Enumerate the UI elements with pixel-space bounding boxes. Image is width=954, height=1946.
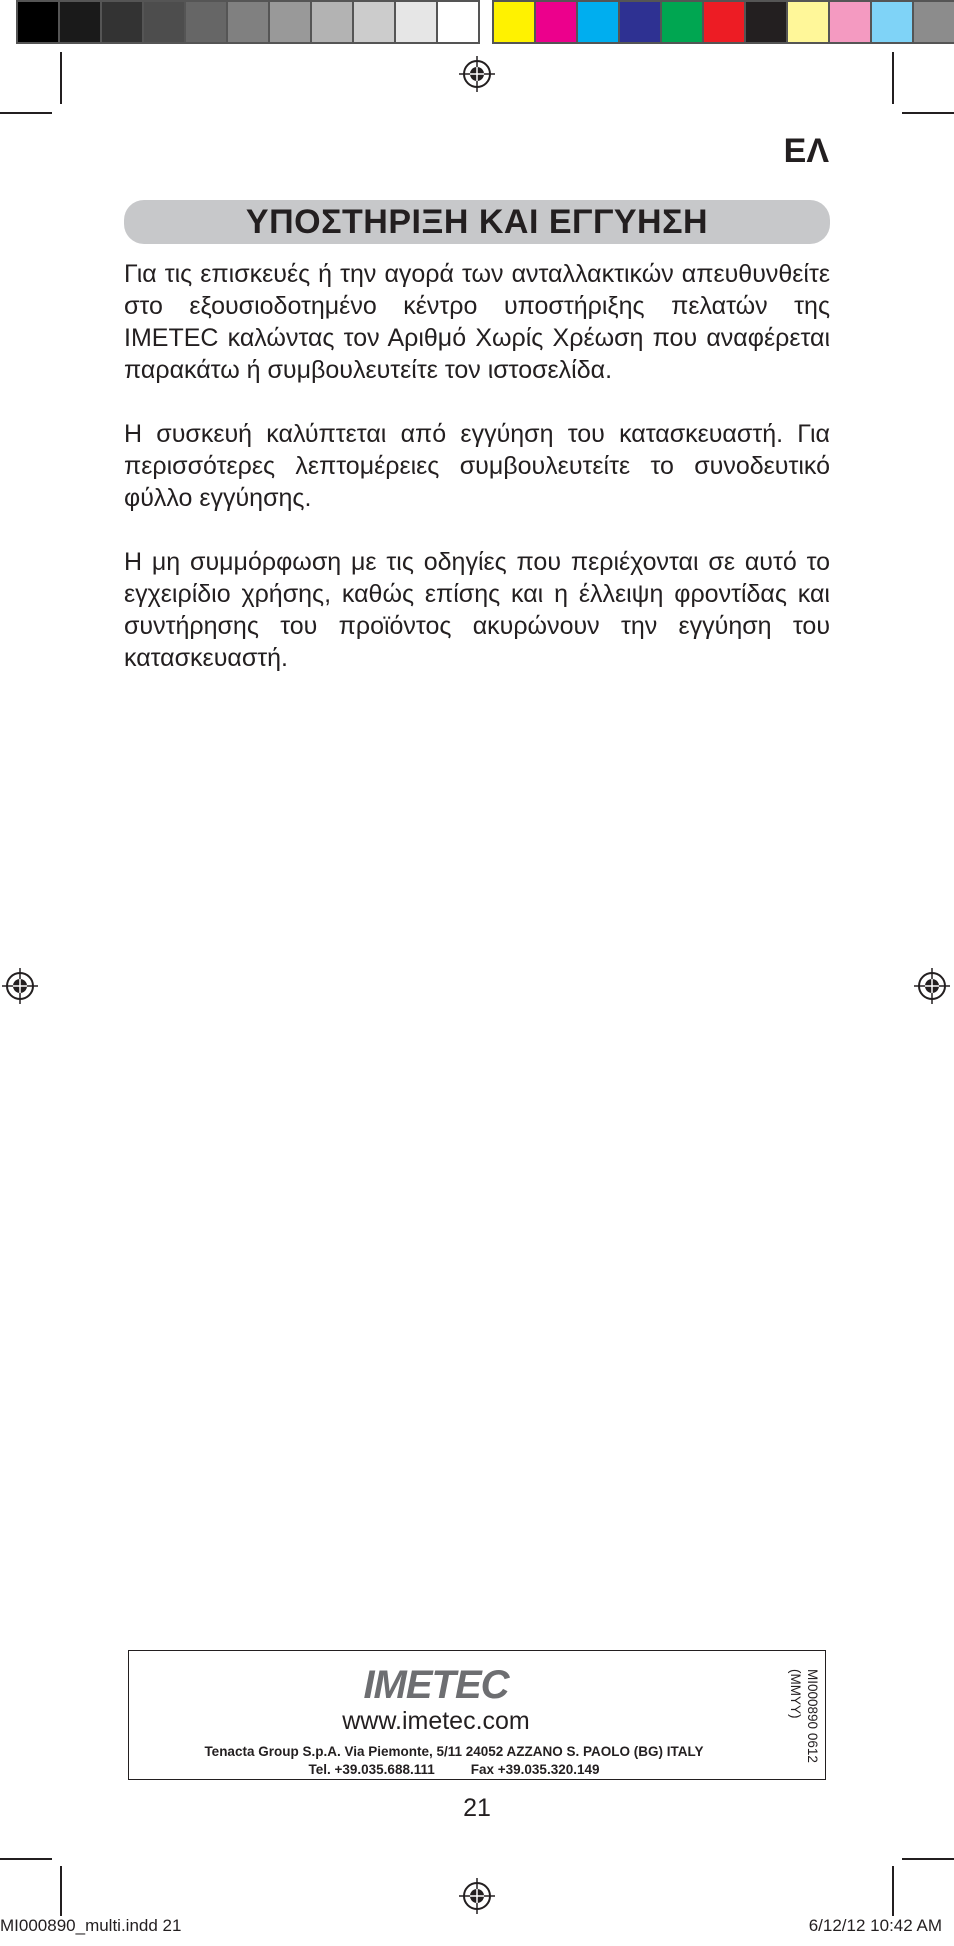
color-swatch: [492, 0, 536, 44]
color-swatch: [914, 0, 954, 44]
crop-mark: [60, 52, 62, 104]
page-number: 21: [463, 1794, 491, 1822]
color-swatch: [620, 0, 662, 44]
color-swatch: [270, 0, 312, 44]
crop-mark: [0, 112, 52, 114]
color-swatch: [746, 0, 788, 44]
imetec-logo: IMETEC: [363, 1663, 509, 1707]
color-swatch: [60, 0, 102, 44]
color-swatch: [438, 0, 480, 44]
section-title: ΥΠΟΣΤΗΡΙΞΗ ΚΑΙ ΕΓΓΥΗΣΗ: [124, 200, 830, 244]
address-line: Tenacta Group S.p.A. Via Piemonte, 5/11 24052 AZZANO S. PAOLO (BG) ITALY: [204, 1744, 704, 1759]
color-swatch: [704, 0, 746, 44]
color-swatch: [788, 0, 830, 44]
color-swatch: [16, 0, 60, 44]
swatch-gap: [480, 0, 492, 44]
fax-number: Fax +39.035.320.149: [470, 1762, 600, 1777]
color-swatch: [228, 0, 270, 44]
crop-mark: [902, 1858, 954, 1860]
color-swatch: [102, 0, 144, 44]
crop-mark: [0, 1858, 52, 1860]
doc-date: 0612 (MMYY): [788, 1669, 820, 1763]
color-swatch: [578, 0, 620, 44]
crop-mark: [60, 1866, 62, 1916]
website-link[interactable]: www.imetec.com: [342, 1707, 530, 1735]
document-code: [781, 1669, 821, 1769]
footer-box: [128, 1650, 826, 1780]
contact-line: [129, 1761, 779, 1779]
crop-mark: [892, 1866, 894, 1916]
color-swatch: [830, 0, 872, 44]
color-swatch: [144, 0, 186, 44]
company-address: [129, 1743, 779, 1779]
registration-mark-icon: [459, 56, 495, 92]
registration-mark-icon: [914, 968, 950, 1004]
color-swatch: [872, 0, 914, 44]
paragraph: Για τις επισκευές ή την αγορά των ανταλλακτικών απευθυνθείτε στο εξουσιοδοτημένο κέντρο υποστήριξης πελατών της IMETEC καλώντας τον Αριθμό Χωρίς Χρέωση που αναφέρεται παρακάτω ή συμβουλευτείτε τον ιστοσελίδα.: [124, 260, 830, 384]
crop-mark: [892, 52, 894, 104]
color-swatch: [354, 0, 396, 44]
color-swatch: [536, 0, 578, 44]
color-swatch: [312, 0, 354, 44]
paragraph: Η συσκευή καλύπτεται από εγγύηση του κατασκευαστή. Για περισσότερες λεπτομέρειες συμβουλευτείτε το συνοδευτικό φύλλο εγγύησης.: [124, 420, 830, 512]
body-text: [124, 258, 830, 706]
crop-mark: [902, 112, 954, 114]
paragraph: Η μη συμμόρφωση με τις οδηγίες που περιέχονται σε αυτό το εγχειρίδιο χρήσης, καθώς επίσης και η έλλειψη φροντίδας και συντήρησης του προϊόντος ακυρώνουν την εγγύηση του κατασκευαστή.: [124, 548, 830, 672]
registration-mark-icon: [2, 968, 38, 1004]
language-code: ΕΛ: [783, 132, 829, 170]
registration-mark-icon: [459, 1878, 495, 1914]
slug-timestamp: 6/12/12 10:42 AM: [808, 1916, 942, 1935]
slug-filename: MI000890_multi.indd 21: [0, 1916, 182, 1935]
color-swatch: [186, 0, 228, 44]
color-calibration-bar: [16, 0, 954, 44]
tel-number: Tel. +39.035.688.111: [308, 1762, 435, 1777]
color-swatch: [662, 0, 704, 44]
color-swatch: [396, 0, 438, 44]
doc-code: MI000890: [805, 1669, 820, 1730]
